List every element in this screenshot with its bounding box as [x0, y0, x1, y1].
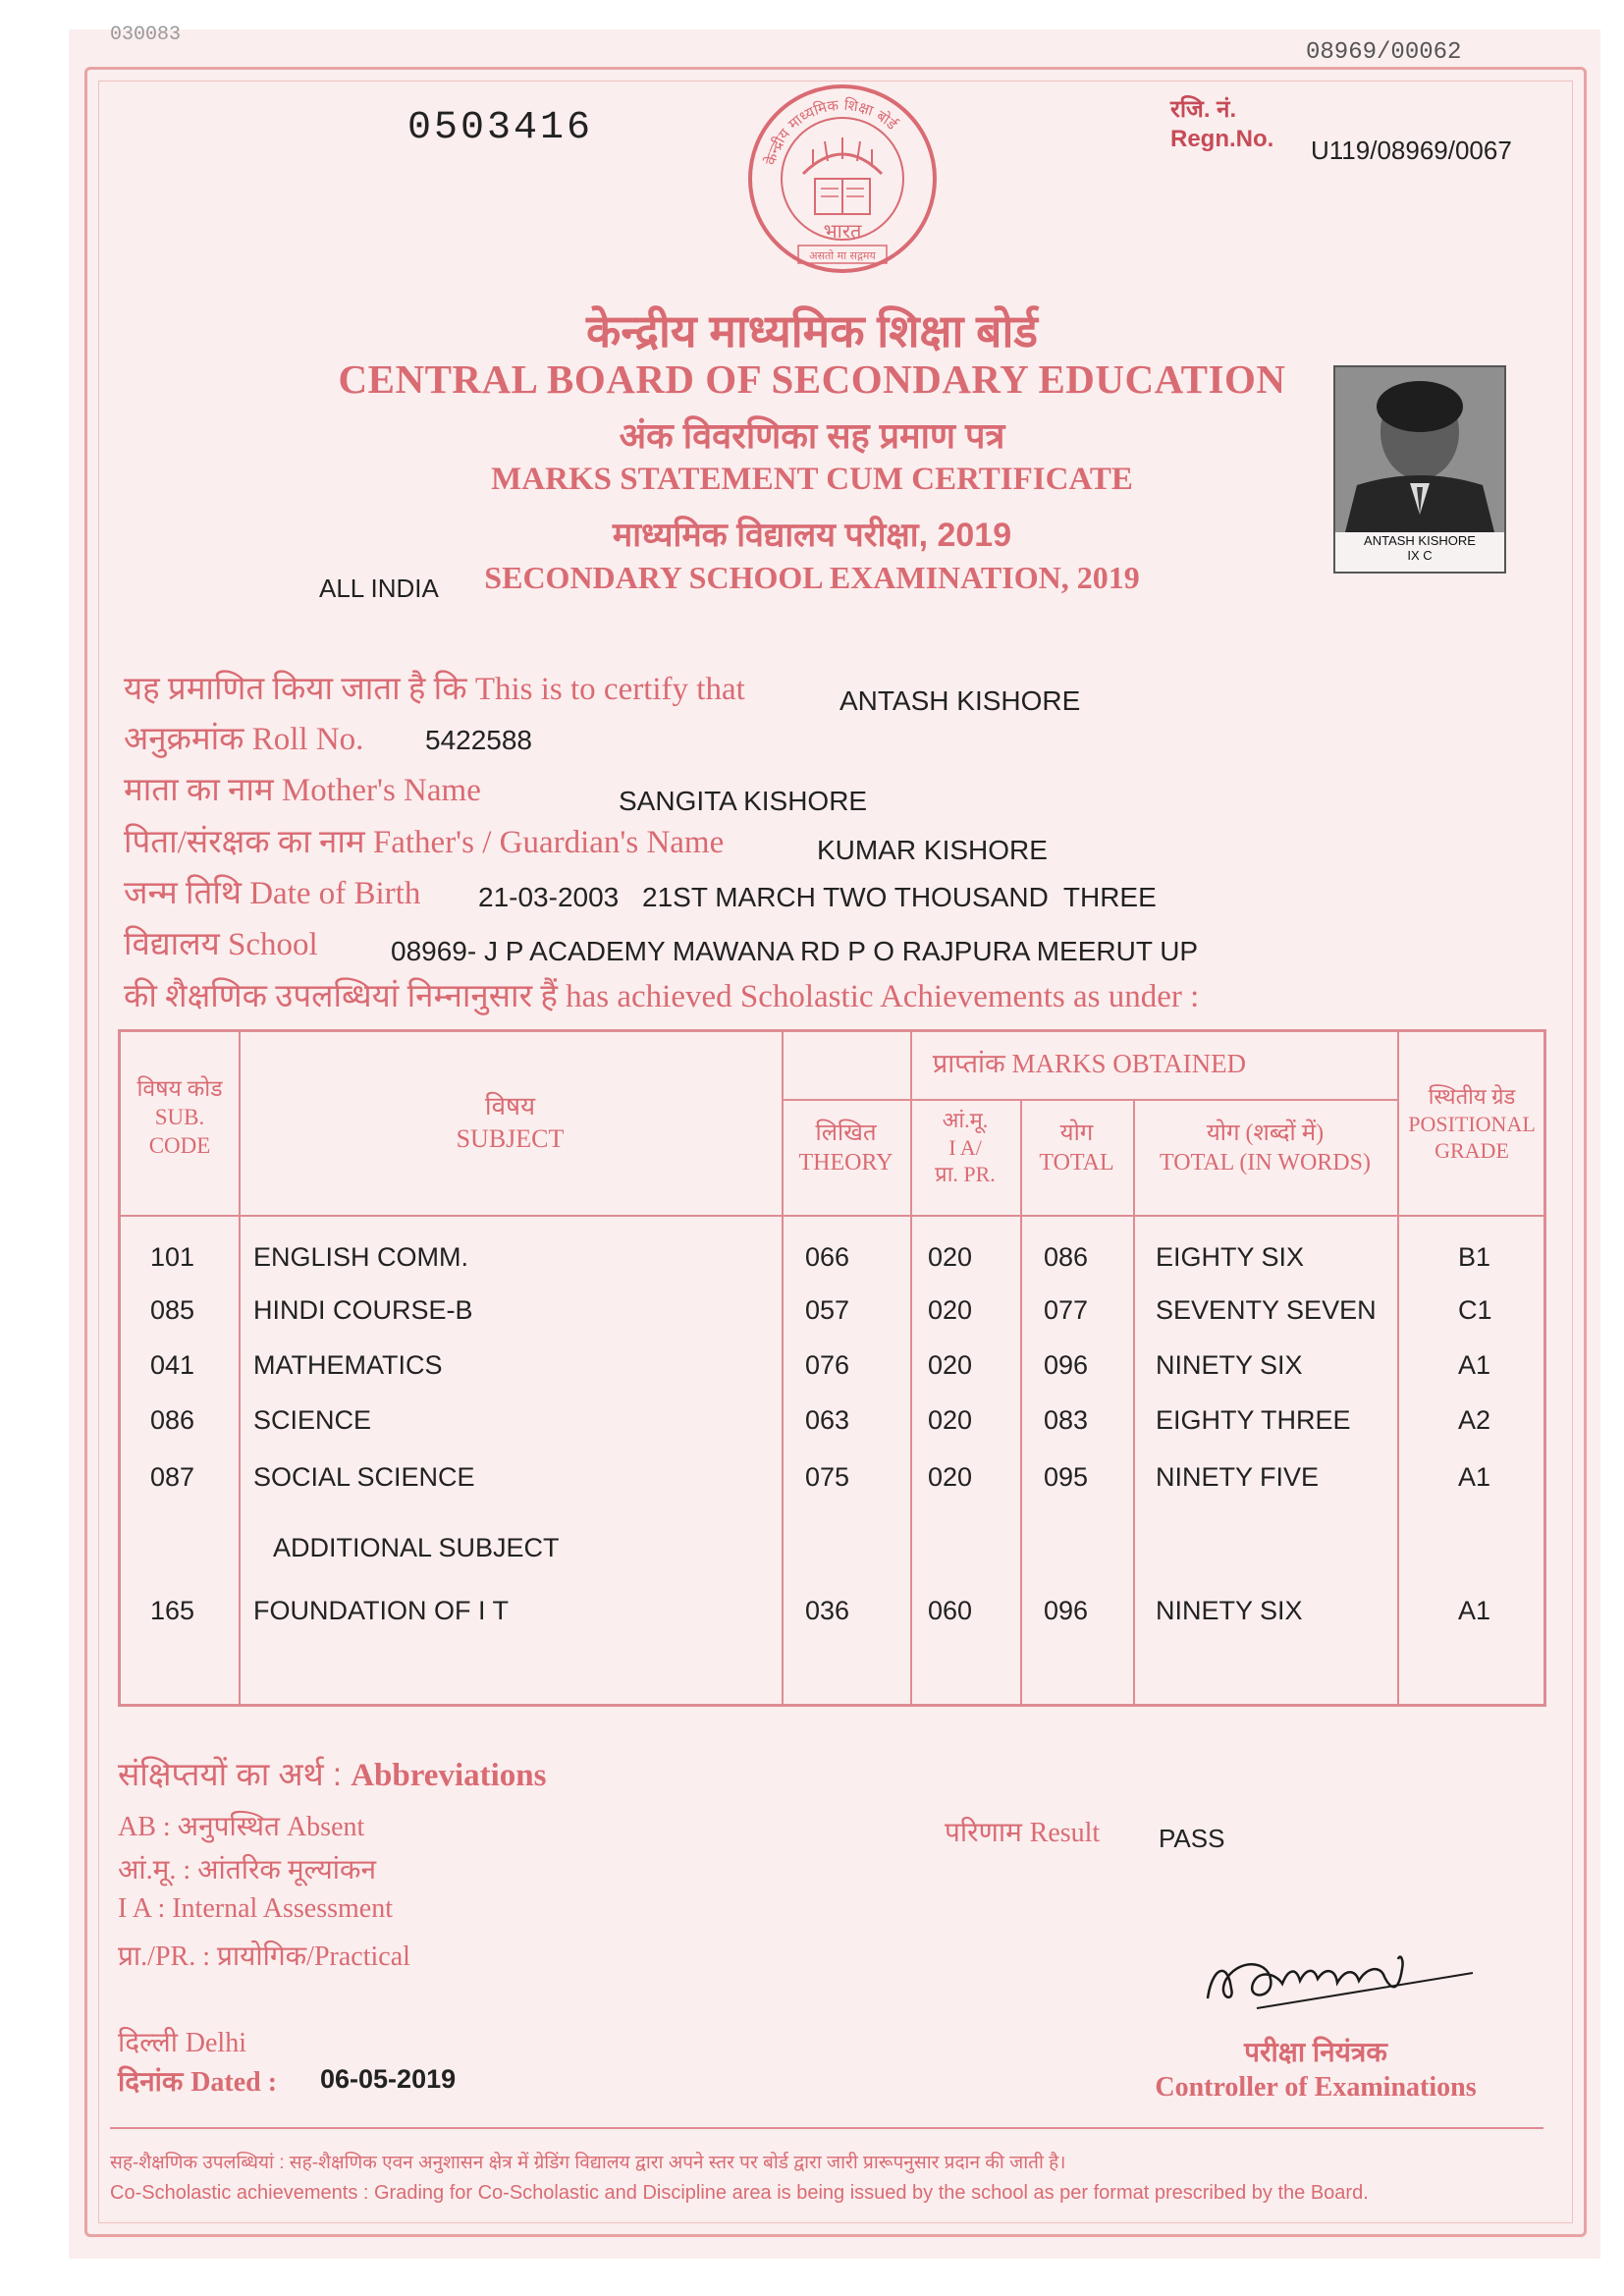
- row-grade: B1: [1458, 1242, 1491, 1272]
- dob-label-hindi: जन्म तिथि: [124, 876, 242, 911]
- date-of-birth-words: 21ST MARCH TWO THOUSAND THREE: [642, 882, 1157, 912]
- student-photo: [1333, 365, 1506, 574]
- mother-label-hindi: माता का नाम: [124, 773, 274, 808]
- col-header-subject-hindi: विषय: [484, 1092, 536, 1121]
- row-words: NINETY FIVE: [1156, 1462, 1320, 1492]
- col-header-theory: THEORY: [798, 1150, 893, 1175]
- document-title-hindi: अंक विवरणिका सह प्रमाण पत्र: [619, 415, 1005, 456]
- table-row: [121, 1350, 1546, 1390]
- right-serial: 08969/00062: [1306, 39, 1462, 66]
- abbr-internal-hindi: आं.मू. : आंतरिक मूल्यांकन: [118, 1855, 377, 1886]
- dob-label: Date of Birth: [249, 876, 421, 911]
- col-header-total: TOTAL: [1039, 1150, 1114, 1175]
- row-subject: FOUNDATION OF I T: [253, 1596, 509, 1625]
- school-label: School: [228, 927, 318, 962]
- col-header-grade-2: GRADE: [1435, 1138, 1509, 1163]
- row-ia: 020: [928, 1350, 973, 1380]
- row-theory: 036: [805, 1596, 850, 1625]
- mother-label: Mother's Name: [281, 773, 481, 808]
- row-grade: A1: [1458, 1462, 1491, 1492]
- row-subject: HINDI COURSE-B: [253, 1295, 473, 1325]
- table-row: [121, 1242, 1546, 1282]
- seal-motto: असतो मा सद्गमय: [809, 249, 876, 262]
- result-value: PASS: [1159, 1824, 1225, 1853]
- result-label: Result: [1029, 1818, 1101, 1848]
- row-total: 086: [1044, 1242, 1089, 1272]
- issue-date: 06-05-2019: [320, 2064, 457, 2094]
- row-ia: 020: [928, 1295, 973, 1325]
- document-title: MARKS STATEMENT CUM CERTIFICATE: [491, 462, 1133, 497]
- row-theory: 066: [805, 1242, 850, 1272]
- photo-caption-class: IX C: [1407, 547, 1433, 563]
- row-ia: 020: [928, 1405, 973, 1435]
- co-scholastic-note-hindi: सह-शैक्षणिक उपलब्धियां : सह-शैक्षणिक एवन अनुशासन क्षेत्र में ग्रेडिंग विद्यालय द्वारा अपने स्तर पर बोर्ड द्वारा जारी प्रारूपनुसार प्रदान की जाती है।: [110, 2153, 1066, 2173]
- row-grade: A1: [1458, 1596, 1491, 1625]
- controller-signature: [1198, 1930, 1483, 2018]
- board-title-hindi: केन्द्रीय माध्यमिक शिक्षा बोर्ड: [586, 305, 1038, 356]
- co-scholastic-note: Co-Scholastic achievements : Grading for Co-Scholastic and Discipline area is being issued by the school as per format prescribed by the Board.: [110, 2182, 1369, 2204]
- row-grade: A2: [1458, 1405, 1491, 1435]
- footer-divider: [110, 2127, 1543, 2129]
- row-code: 085: [150, 1295, 195, 1325]
- mother-name: SANGITA KISHORE: [619, 786, 868, 816]
- father-label-hindi: पिता/संरक्षक का नाम: [124, 825, 365, 860]
- abbr-absent: AB : अनुपस्थित Absent: [118, 1812, 365, 1842]
- row-words: NINETY SIX: [1156, 1350, 1303, 1380]
- roll-label: Roll No.: [251, 722, 364, 757]
- certify-label-hindi: यह प्रमाणित किया जाता है कि: [124, 672, 467, 707]
- father-name: KUMAR KISHORE: [817, 835, 1048, 865]
- dated-label: Dated :: [190, 2067, 278, 2098]
- row-theory: 057: [805, 1295, 850, 1325]
- achieved-label-hindi: की शैक्षणिक उपलब्धियां निम्नानुसार हैं: [124, 979, 558, 1014]
- table-row: [121, 1462, 1546, 1502]
- row-subject: MATHEMATICS: [253, 1350, 443, 1380]
- row-code: 165: [150, 1596, 195, 1625]
- additional-subject-label: ADDITIONAL SUBJECT: [273, 1533, 560, 1562]
- exam-title: SECONDARY SCHOOL EXAMINATION, 2019: [484, 560, 1140, 595]
- row-theory: 076: [805, 1350, 850, 1380]
- row-ia: 020: [928, 1242, 973, 1272]
- abbr-internal-assessment: I A : Internal Assessment: [118, 1893, 393, 1924]
- col-header-grade-1: POSITIONAL: [1408, 1111, 1536, 1136]
- col-header-words-hindi: योग (शब्दों में): [1206, 1121, 1325, 1146]
- row-code: 041: [150, 1350, 195, 1380]
- row-ia: 060: [928, 1596, 973, 1625]
- row-subject: SCIENCE: [253, 1405, 372, 1435]
- abbr-practical: प्रा./PR. : प्रायोगिक/Practical: [118, 1941, 410, 1972]
- regn-label-hindi: रजि. नं.: [1170, 96, 1237, 123]
- exam-title-hindi: माध्यमिक विद्यालय परीक्षा, 2019: [612, 517, 1012, 554]
- row-total: 083: [1044, 1405, 1089, 1435]
- table-row: [121, 1596, 1546, 1635]
- col-header-ia: I A/: [948, 1134, 982, 1160]
- result-label-hindi: परिणाम: [945, 1817, 1022, 1847]
- school-name: 08969- J P ACADEMY MAWANA RD P O RAJPURA MEERUT UP: [391, 936, 1199, 966]
- father-label: Father's / Guardian's Name: [372, 825, 725, 860]
- row-theory: 063: [805, 1405, 850, 1435]
- row-total: 096: [1044, 1596, 1089, 1625]
- left-serial: 030083: [110, 24, 182, 46]
- row-words: EIGHTY THREE: [1156, 1405, 1351, 1435]
- date-of-birth: 21-03-2003: [478, 882, 620, 912]
- place: Delhi: [185, 2028, 246, 2058]
- row-grade: A1: [1458, 1350, 1491, 1380]
- seal-centre-text: भारत: [823, 219, 862, 243]
- row-total: 095: [1044, 1462, 1089, 1492]
- table-row: [121, 1405, 1546, 1445]
- abbreviations-heading-hindi: संक्षिप्तयों का अर्थ :: [118, 1756, 343, 1792]
- col-header-pr: प्रा. PR.: [935, 1162, 996, 1186]
- row-subject: SOCIAL SCIENCE: [253, 1462, 475, 1492]
- row-grade: C1: [1458, 1295, 1492, 1325]
- certificate-number: 0503416: [407, 106, 594, 150]
- certify-label: This is to certify that: [474, 672, 745, 707]
- board-title: CENTRAL BOARD OF SECONDARY EDUCATION: [338, 356, 1286, 402]
- achieved-label: has achieved Scholastic Achievements as under :: [566, 979, 1200, 1014]
- col-header-words: TOTAL (IN WORDS): [1160, 1150, 1371, 1175]
- col-header-grade-hindi: स्थितीय ग्रेड: [1428, 1084, 1516, 1109]
- row-subject: ENGLISH COMM.: [253, 1242, 469, 1272]
- abbreviations-heading: Abbreviations: [351, 1758, 547, 1793]
- row-code: 086: [150, 1405, 195, 1435]
- row-words: SEVENTY SEVEN: [1156, 1295, 1377, 1325]
- controller-label-hindi: परीक्षा नियंत्रक: [1244, 2037, 1387, 2067]
- row-total: 077: [1044, 1295, 1089, 1325]
- col-header-marks-obtained: प्राप्तांक MARKS OBTAINED: [932, 1049, 1247, 1078]
- col-header-ia-hindi: आं.मू.: [942, 1108, 989, 1132]
- row-ia: 020: [928, 1462, 973, 1492]
- photo-caption-name: ANTASH KISHORE: [1364, 533, 1476, 548]
- col-header-total-hindi: योग: [1059, 1121, 1094, 1146]
- roll-number: 5422588: [425, 725, 533, 755]
- row-words: EIGHTY SIX: [1156, 1242, 1305, 1272]
- marks-table: [118, 1029, 1546, 1707]
- seal-ring-text: केन्द्रीय माध्यमिक शिक्षा बोर्ड: [761, 95, 901, 167]
- place-hindi: दिल्ली: [118, 2027, 178, 2057]
- row-code: 101: [150, 1242, 195, 1272]
- roll-label-hindi: अनुक्रमांक: [124, 722, 244, 757]
- row-total: 096: [1044, 1350, 1089, 1380]
- regn-number: U119/08969/0067: [1311, 136, 1512, 165]
- dated-label-hindi: दिनांक: [118, 2066, 184, 2097]
- row-theory: 075: [805, 1462, 850, 1492]
- school-label-hindi: विद्यालय: [124, 927, 220, 962]
- col-header-code-1: SUB.: [154, 1104, 205, 1129]
- student-name: ANTASH KISHORE: [839, 685, 1081, 716]
- regn-label: Regn.No.: [1170, 126, 1274, 152]
- region-label: ALL INDIA: [319, 574, 439, 603]
- row-words: NINETY SIX: [1156, 1596, 1303, 1625]
- row-code: 087: [150, 1462, 195, 1492]
- controller-label: Controller of Examinations: [1155, 2072, 1477, 2103]
- col-header-code-hindi: विषय कोड: [136, 1076, 223, 1101]
- cbse-seal-logo: [744, 81, 941, 277]
- col-header-subject: SUBJECT: [456, 1123, 565, 1153]
- col-header-theory-hindi: लिखित: [815, 1121, 877, 1146]
- table-row: [121, 1295, 1546, 1335]
- col-header-code-2: CODE: [148, 1132, 211, 1158]
